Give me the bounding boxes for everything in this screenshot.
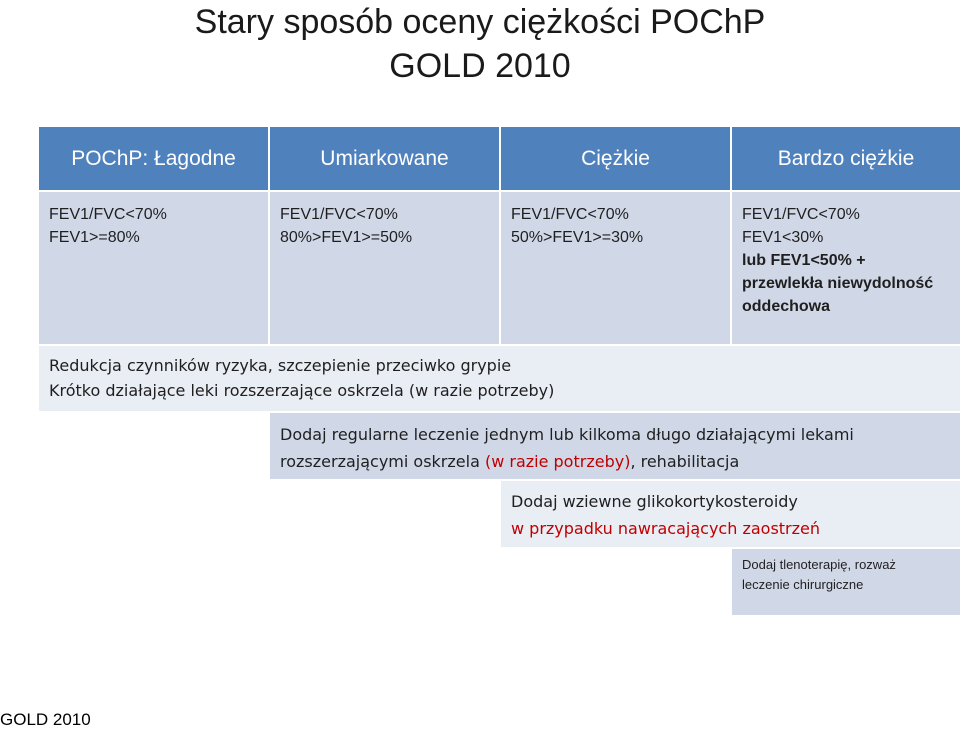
header-mild: POChP: Łagodne bbox=[39, 127, 268, 190]
treatment-text-mixed bbox=[280, 448, 950, 475]
criteria-line: 50%>FEV1>=30% bbox=[511, 229, 644, 246]
criteria-line: FEV1/FVC<70% bbox=[511, 206, 629, 223]
criteria-line: lub FEV1<50% + bbox=[742, 252, 866, 269]
criteria-line: FEV1/FVC<70% bbox=[742, 206, 860, 223]
treatment-row-4 bbox=[732, 549, 960, 615]
treatment-highlight: (w razie potrzeby) bbox=[484, 452, 631, 471]
treatment-text: leczenie chirurgiczne bbox=[742, 577, 864, 592]
criteria-very-severe bbox=[732, 192, 960, 344]
treatment-text: Krótko działające leki rozszerzające oskrzela (w razie potrzeby) bbox=[49, 381, 555, 400]
criteria-line: FEV1/FVC<70% bbox=[280, 206, 398, 223]
title-line-1: Stary sposób oceny ciężkości POChP bbox=[194, 3, 766, 41]
criteria-line: 80%>FEV1>=50% bbox=[280, 229, 413, 246]
treatment-text: Dodaj regularne leczenie jednym lub kilkoma długo działającymi lekami bbox=[280, 425, 854, 444]
treatment-text: Dodaj wziewne glikokortykosteroidy bbox=[511, 492, 798, 511]
criteria-line: FEV1<30% bbox=[742, 229, 824, 246]
treatment-highlight: w przypadku nawracających zaostrzeń bbox=[511, 519, 821, 538]
treatment-text: rozszerzającymi oskrzela bbox=[280, 452, 485, 471]
criteria-mild bbox=[39, 192, 268, 344]
header-severe: Ciężkie bbox=[501, 127, 730, 190]
header-very-severe: Bardzo ciężkie bbox=[732, 127, 960, 190]
criteria-line: FEV1/FVC<70% bbox=[49, 206, 167, 223]
treatment-text: , rehabilitacja bbox=[630, 452, 740, 471]
treatment-text: Dodaj tlenoterapię, rozważ bbox=[742, 557, 896, 572]
criteria-severe bbox=[501, 192, 730, 344]
criteria-line: przewlekła niewydolność bbox=[742, 275, 934, 292]
footer-source: GOLD 2010 bbox=[0, 710, 91, 729]
treatment-text: Redukcja czynników ryzyka, szczepienie przeciwko grypie bbox=[49, 356, 512, 375]
treatment-row-3 bbox=[501, 481, 960, 547]
treatment-row-1 bbox=[39, 346, 960, 411]
criteria-line: FEV1>=80% bbox=[49, 229, 140, 246]
title-line-2: GOLD 2010 bbox=[389, 47, 571, 85]
criteria-moderate bbox=[270, 192, 499, 344]
criteria-line: oddechowa bbox=[742, 298, 831, 315]
header-moderate: Umiarkowane bbox=[270, 127, 499, 190]
treatment-row-2 bbox=[270, 413, 960, 479]
